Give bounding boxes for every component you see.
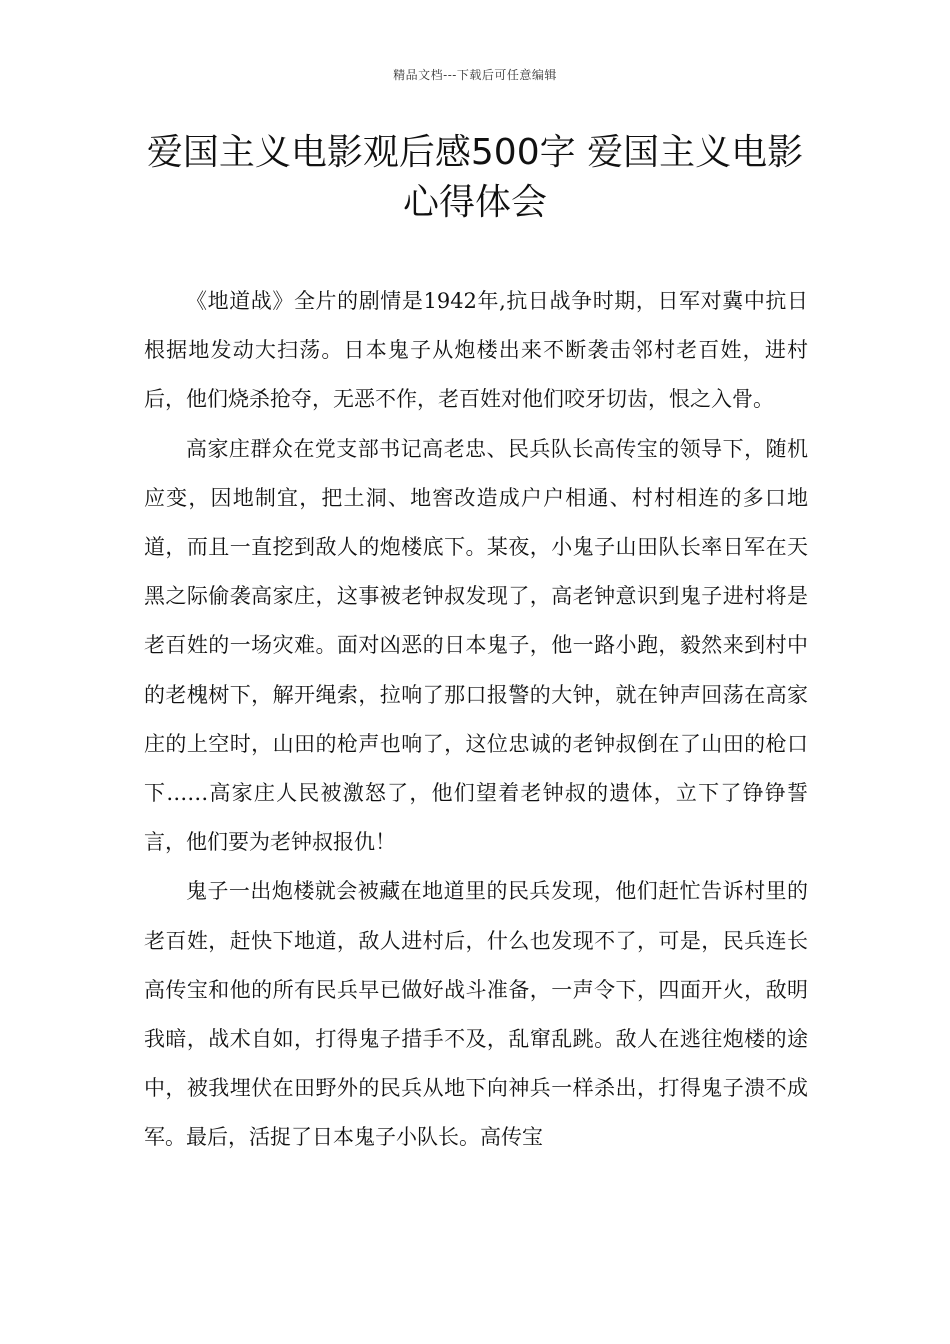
header-note: 精品文档---下载后可任意编辑 [393, 68, 557, 82]
paragraph: 高家庄群众在党支部书记高老忠、民兵队长高传宝的领导下，随机应变，因地制宜，把土洞、地窖改造成户户相通、村村相连的多口地道，而且一直挖到敌人的炮楼底下。某夜，小鬼子山田队长率日军在天黑之际偷袭高家庄，这事被老钟叔发现了，高老钟意识到鬼子进村将是老百姓的一场灾难。面对凶恶的日本鬼子，他一路小跑，毅然来到村中的老槐树下，解开绳索，拉响了那口报警的大钟，就在钟声回荡在高家庄的上空时，山田的枪声也响了，这位忠诚的老钟叔倒在了山田的枪口下……高家庄人民被激怒了，他们望着老钟叔的遗体，立下了铮铮誓言，他们要为老钟叔报仇！ [144, 436, 808, 855]
paragraph: 鬼子一出炮楼就会被藏在地道里的民兵发现，他们赶忙告诉村里的老百姓，赶快下地道，敌人进村后，什么也发现不了，可是，民兵连长高传宝和他的所有民兵早已做好战斗准备，一声令下，四面开火，敌明我暗，战术自如，打得鬼子措手不及，乱窜乱跳。敌人在逃往炮楼的途中，被我埋伏在田野外的民兵从地下向神兵一样杀出，打得鬼子溃不成军。最后，活捉了日本鬼子小队长。高传宝 [144, 879, 808, 1150]
body-text [144, 277, 808, 1163]
paragraph: 《地道战》全片的剧情是1942年,抗日战争时期，日军对冀中抗日根据地发动大扫荡。日本鬼子从炮楼出来不断袭击邻村老百姓，进村后，他们烧杀抢夺，无恶不作，老百姓对他们咬牙切齿，恨之入骨。 [144, 289, 808, 412]
page-title: 爱国主义电影观后感500字 爱国主义电影心得体会 [146, 132, 804, 223]
